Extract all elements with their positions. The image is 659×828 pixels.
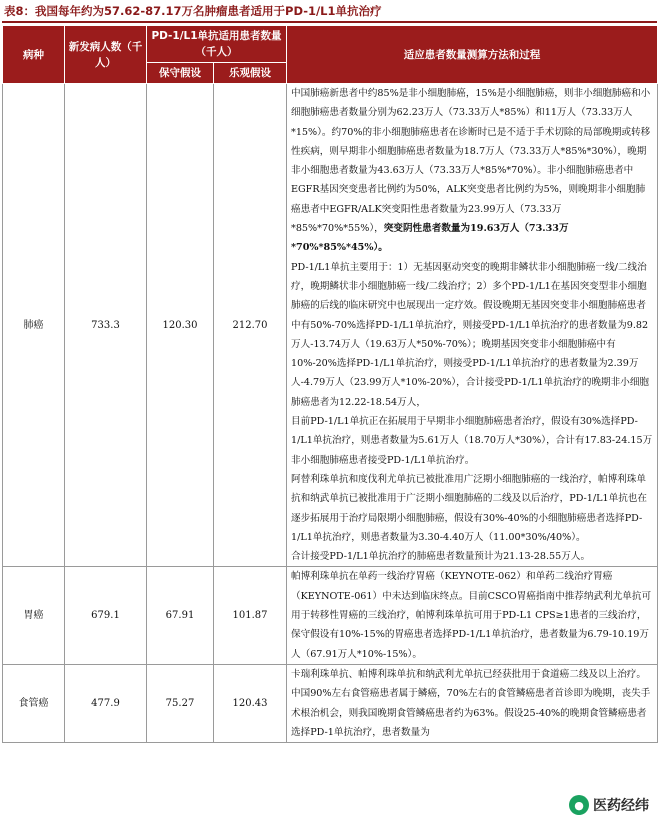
method-cell — [287, 664, 658, 742]
disease-cell: 胃癌 — [3, 567, 65, 664]
method-paragraph: PD-1/L1单抗主要用于：1）无基因驱动突变的晚期非鳞状非小细胞肺癌一线/二线治疗，晚期鳞状非小细胞肺癌一线/二线治疗；2）多个PD-1/L1在基因突变型非小细胞肺癌的后线的临床研究中也展现出一定疗效。假设晚期无基因突变非小细胞肺癌患者中有50%-70%选择PD-1/L1单抗治疗，则接受PD-1/L1单抗治疗的患者数量为9.82万人-13.74万人（19.63万人*50%-70%）；晚期基因突变非小细胞肺癌中有10%-20%选择PD-1/L1单抗治疗，则接受PD-1/L1单抗治疗的患者数量为2.39万人-4.79万人（23.99万人*10%-20%），合计接受PD-1/L1单抗治疗的晚期非小细胞肺癌患者为12.22-18.54万人， — [291, 261, 650, 408]
method-paragraph: 中国肺癌新患者中约85%是非小细胞肺癌，15%是小细胞肺癌，则非小细胞肺癌和小细胞肺癌患者数量分别为62.23万人（73.33万人*85%）和11万人（73.33万人*15%）。约70%的非小细胞肺癌患者在诊断时已是不适于手术切除的局部晚期或转移性疾病，则早期非小细胞肺癌患者数量为18.7万人（73.33万人*85%*30%），晚期非小细胞患者数量为43.63万人（73.33万人*85%*70%）。非小细胞肺癌患者中EGFR基因突变患者比例约为50%，ALK突变患者比例约为5%，则晚期非小细胞肺癌患者中EGFR/ALK突变阳性患者数量为23.99万人（73.33万*85%*70%*55%），突变阴性患者数量为19.63万人（73.33万*70%*85%*45%）。 — [291, 88, 651, 254]
header-optimistic: 乐观假设 — [214, 63, 287, 84]
method-paragraph: 目前PD-1/L1单抗正在拓展用于早期非小细胞肺癌患者治疗，假设有30%选择PD-1/L1单抗治疗，则患者数量为5.61万人（18.70万人*30%），合计有17.83-24.15万非小细胞肺癌患者接受PD-1/L1单抗治疗。 — [291, 416, 653, 466]
watermark-text: 医药经纬 — [593, 798, 649, 814]
bold-conclusion: 突变阴性患者数量为19.63万人（73.33万*70%*85%*45%）。 — [291, 223, 569, 254]
disease-cell: 食管癌 — [3, 664, 65, 742]
conservative-cell: 67.91 — [147, 567, 214, 664]
estimate-table — [2, 25, 658, 743]
wechat-logo-icon: ● — [569, 795, 589, 815]
title-divider — [2, 21, 657, 23]
conservative-cell: 75.27 — [147, 664, 214, 742]
new-patients-cell: 679.1 — [65, 567, 147, 664]
optimistic-cell: 101.87 — [214, 567, 287, 664]
table-title: 表8：我国每年约为57.62-87.17万名肿瘤患者适用于PD-1/L1单抗治疗 — [4, 4, 382, 18]
disease-cell: 肺癌 — [3, 84, 65, 567]
header-conservative: 保守假设 — [147, 63, 214, 84]
table-row — [3, 567, 658, 664]
header-disease: 病种 — [3, 26, 65, 84]
optimistic-cell: 120.43 — [214, 664, 287, 742]
method-cell — [287, 567, 658, 664]
method-paragraph: 帕博利珠单抗在单药一线治疗胃癌（KEYNOTE-062）和单药二线治疗胃癌（KEYNOTE-061）中未达到临床终点。目前CSCO胃癌指南中推荐纳武利尤单抗可用于转移性胃癌的三线治疗，帕博利珠单抗可用于PD-L1 CPS≥1患者的三线治疗，保守假设有10%-15%的胃癌患者选择PD-1/L1单抗治疗，患者数量为6.79-10.19万人（67.91万人*10%-15%）。 — [291, 571, 652, 660]
conservative-cell: 120.30 — [147, 84, 214, 567]
method-paragraph: 卡瑞利珠单抗、帕博利珠单抗和纳武利尤单抗已经获批用于食道癌二线及以上治疗。中国90%左右食管癌患者属于鳞癌，70%左右的食管鳞癌患者首诊即为晚期，丧失手术根治机会，则我国晚期食管鳞癌患者约为63%。假设25-40%的晚期食管鳞癌患者选择PD-1单抗治疗，患者数量为 — [291, 668, 651, 738]
table-row — [3, 84, 658, 567]
table-row — [3, 664, 658, 742]
method-cell — [287, 84, 658, 567]
method-paragraph: 阿替利珠单抗和度伐利尤单抗已被批准用广泛期小细胞肺癌的一线治疗，帕博利珠单抗和纳武单抗已被批准用于广泛期小细胞肺癌的二线及以后治疗，PD-1/L1单抗也在逐步拓展用于治疗局限期小细胞肺癌，假设有30%-40%的小细胞肺癌患者选择PD-1/L1单抗治疗，则患者数量为3.30-4.40万人（11.00*30%/40%）。 — [291, 473, 647, 543]
watermark — [565, 792, 653, 818]
method-paragraph: 合计接受PD-1/L1单抗治疗的肺癌患者数量预计为21.13-28.55万人。 — [291, 551, 591, 563]
new-patients-cell: 477.9 — [65, 664, 147, 742]
optimistic-cell: 212.70 — [214, 84, 287, 567]
new-patients-cell: 733.3 — [65, 84, 147, 567]
header-applicable: PD-1/L1单抗适用患者数量（千人） — [147, 26, 287, 63]
header-method: 适应患者数量测算方法和过程 — [287, 26, 658, 84]
header-new-patients: 新发病人数（千人） — [65, 26, 147, 84]
